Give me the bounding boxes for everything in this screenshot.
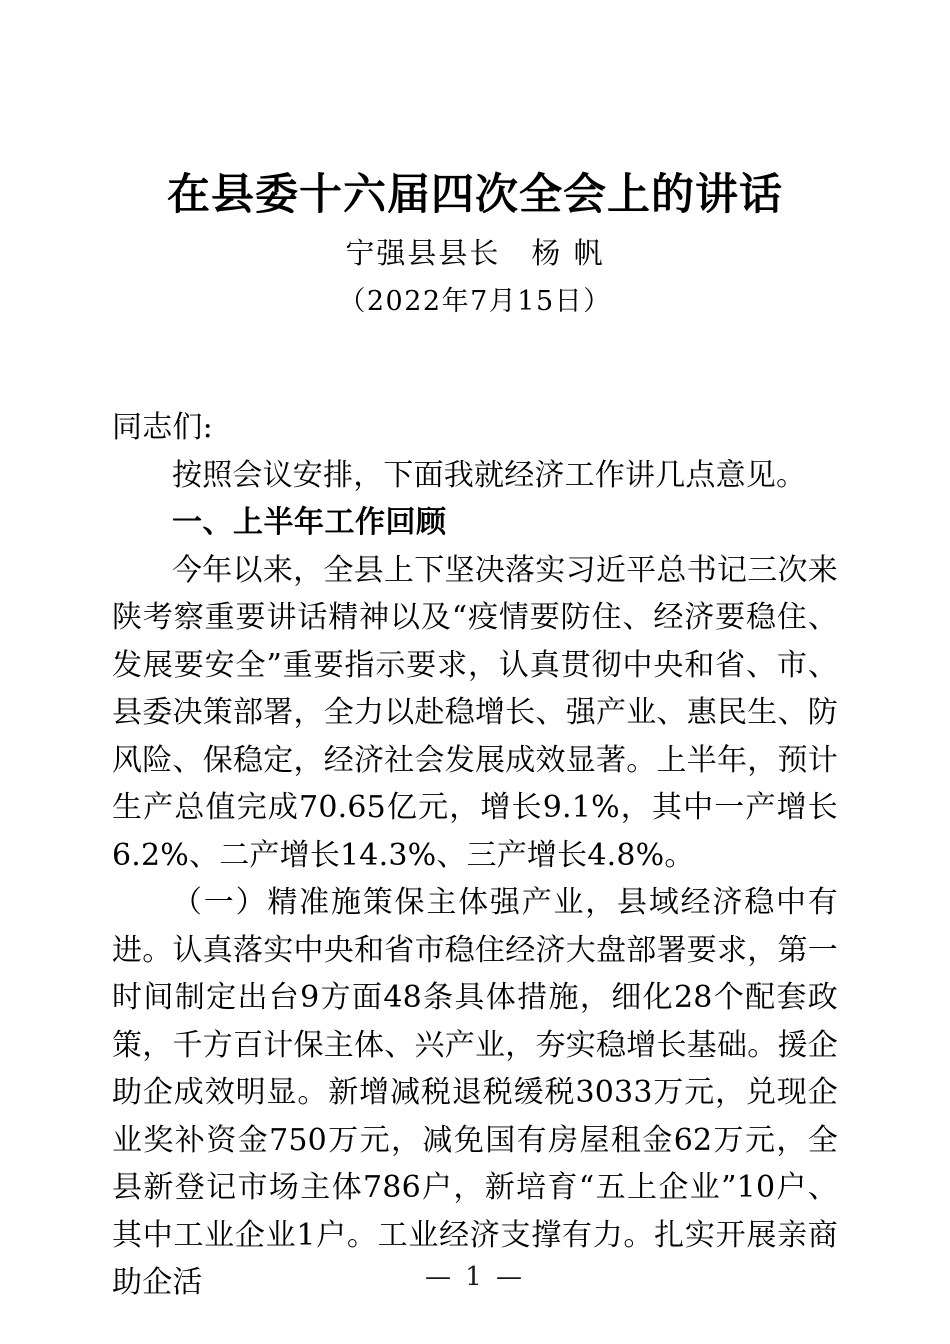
paragraph-item-one: （一）精准施策保主体强产业，县域经济稳中有进。认真落实中央和省市稳住经济大盘部署要求，第一时间制定出台9方面48条具体措施，细化28个配套政策，千方百计保主体、兴产业，夯实稳增长基础。援企助企成效明显。新增减税退税缓税3033万元，兑现企业奖补资金750万元，减免国有房屋租金62万元，全县新登记市场主体786户，新培育“五上企业”10户、其中工业企业1户。工业经济支撑有力。扎实开展亲商助企活 bbox=[112, 885, 838, 1300]
opening-paragraph: 按照会议安排，下面我就经济工作讲几点意见。 bbox=[172, 457, 807, 493]
title-block bbox=[112, 0, 838, 324]
document-date: （2022年7月15日） bbox=[338, 286, 612, 317]
document-title: 在县委十六届四次全会上的讲话 bbox=[167, 170, 783, 220]
document-byline: 宁强县县长 杨 帆 bbox=[345, 236, 605, 270]
page-number: — 1 — bbox=[424, 1262, 526, 1292]
section-heading-one: 一、上半年工作回顾 bbox=[172, 505, 447, 540]
salutation-line: 同志们: bbox=[112, 410, 213, 445]
paragraph-overview: 今年以来，全县上下坚决落实习近平总书记三次来陕考察重要讲话精神以及“疫情要防住、经济要稳住、发展要安全”重要指示要求，认真贯彻中央和省、市、县委决策部署，全力以赴稳增长、强产业、惠民生、防风险、保稳定，经济社会发展成效显著。上半年，预计生产总值完成70.65亿元，增长9.1%，其中一产增长6.2%、二产增长14.3%、三产增长4.8%。 bbox=[112, 552, 838, 873]
document-content bbox=[112, 404, 838, 1307]
document-body bbox=[112, 0, 838, 1307]
